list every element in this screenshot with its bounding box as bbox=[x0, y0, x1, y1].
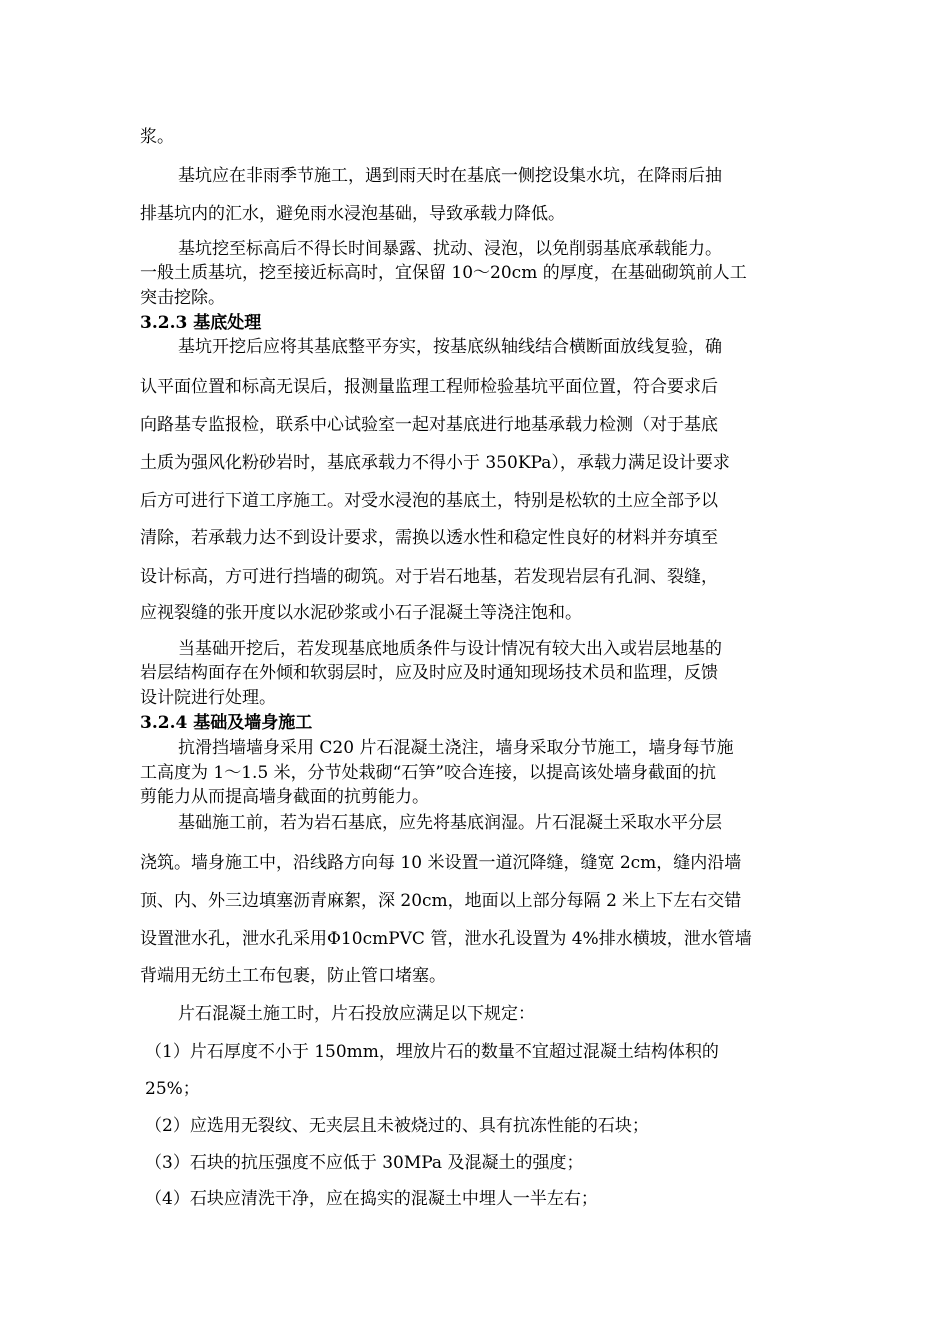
text-line: 设置泄水孔，泄水孔采用Φ10cmPVC 管，泄水孔设置为 4%排水横坡，泄水管墙 bbox=[140, 929, 752, 949]
section-heading-3-2-4: 3.2.4 基础及墙身施工 bbox=[140, 713, 313, 733]
text-line: 认平面位置和标高无误后，报测量监理工程师检验基坑平面位置，符合要求后 bbox=[140, 377, 718, 397]
text-line: 一般土质基坑，挖至接近标高时，宜保留 10～20cm 的厚度，在基础砌筑前人工 bbox=[140, 263, 747, 283]
text-line: 排基坑内的汇水，避免雨水浸泡基础，导致承载力降低。 bbox=[140, 204, 565, 224]
text-line: 浇筑。墙身施工中，沿线路方向每 10 米设置一道沉降缝，缝宽 2cm，缝内沿墙 bbox=[140, 853, 742, 873]
text-line: 突击挖除。 bbox=[140, 288, 225, 308]
text-line: 岩层结构面存在外倾和软弱层时，应及时应及时通知现场技术员和监理，反馈 bbox=[140, 663, 718, 683]
text-line: 工高度为 1～1.5 米，分节处栽砌“石笋”咬合连接，以提高该处墙身截面的抗 bbox=[140, 763, 717, 783]
section-heading-3-2-3: 3.2.3 基底处理 bbox=[140, 313, 262, 333]
list-item: （3）石块的抗压强度不应低于 30MPa 及混凝土的强度； bbox=[145, 1153, 584, 1173]
list-item: （4）石块应清洗干净，应在捣实的混凝土中埋人一半左右； bbox=[145, 1189, 598, 1209]
list-item: （1）片石厚度不小于 150mm，埋放片石的数量不宜超过混凝土结构体积的 bbox=[145, 1042, 719, 1062]
text-line: 设计院进行处理。 bbox=[140, 688, 276, 708]
text-line: 土质为强风化粉砂岩时，基底承载力不得小于 350KPa），承载力满足设计要求 bbox=[140, 453, 730, 473]
text-line: 设计标高，方可进行挡墙的砌筑。对于岩石地基，若发现岩层有孔洞、裂缝， bbox=[140, 567, 718, 587]
text-line: 基础施工前，若为岩石基底，应先将基底润湿。片石混凝土采取水平分层 bbox=[178, 813, 722, 833]
text-line: 向路基专监报检，联系中心试验室一起对基底进行地基承载力检测（对于基底 bbox=[140, 415, 718, 435]
list-item-continuation: 25%； bbox=[145, 1079, 200, 1099]
text-line: 背端用无纺土工布包裹，防止管口堵塞。 bbox=[140, 966, 446, 986]
text-line: 应视裂缝的张开度以水泥砂浆或小石子混凝土等浇注饱和。 bbox=[140, 603, 582, 623]
list-item: （2）应选用无裂纹、无夹层且未被烧过的、具有抗冻性能的石块； bbox=[145, 1116, 649, 1136]
text-line: 后方可进行下道工序施工。对受水浸泡的基底土，特别是松软的土应全部予以 bbox=[140, 491, 718, 511]
text-line: 当基础开挖后，若发现基底地质条件与设计情况有较大出入或岩层地基的 bbox=[178, 639, 722, 659]
text-line: 抗滑挡墙墙身采用 C20 片石混凝土浇注，墙身采取分节施工，墙身每节施 bbox=[178, 738, 734, 758]
text-line: 清除，若承载力达不到设计要求，需换以透水性和稳定性良好的材料并夯填至 bbox=[140, 528, 718, 548]
text-line: 顶、内、外三边填塞沥青麻絮，深 20cm，地面以上部分每隔 2 米上下左右交错 bbox=[140, 891, 742, 911]
text-line: 剪能力从而提高墙身截面的抗剪能力。 bbox=[140, 787, 429, 807]
text-line: 浆。 bbox=[140, 127, 174, 147]
text-line: 片石混凝土施工时，片石投放应满足以下规定： bbox=[178, 1004, 535, 1024]
text-line: 基坑开挖后应将其基底整平夯实，按基底纵轴线结合横断面放线复验，确 bbox=[178, 337, 722, 357]
text-line: 基坑挖至标高后不得长时间暴露、扰动、浸泡，以免削弱基底承载能力。 bbox=[178, 239, 722, 259]
text-line: 基坑应在非雨季节施工，遇到雨天时在基底一侧挖设集水坑，在降雨后抽 bbox=[178, 166, 722, 186]
